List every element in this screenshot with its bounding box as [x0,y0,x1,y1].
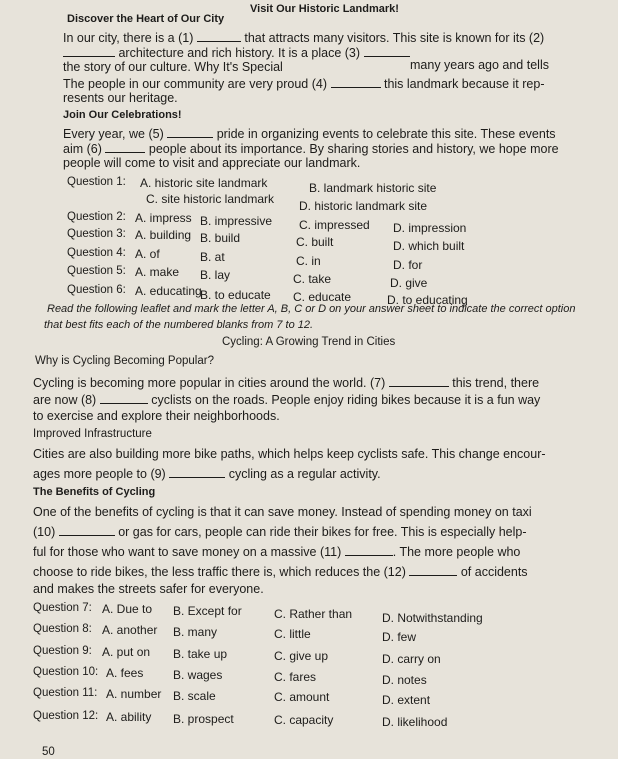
option-d: D. notes [382,673,427,687]
option-c: C. amount [274,690,330,704]
passage2-line: (10) or gas for cars, people can ride their bikes for free. This is especially help- [33,525,527,539]
option-d: D. give [390,276,428,290]
passage2-line: and makes the streets safer for everyone. [33,582,264,596]
option-a: A. ability [106,710,152,724]
question-label: Question 4: [67,247,126,259]
passage2-line: Cities are also building more bike paths, which helps keep cyclists safe. This change encour- [33,447,546,461]
question-label: Question 1: [67,176,126,188]
option-c: C. in [296,254,321,268]
passage1-heading-celebrations: Join Our Celebrations! [63,109,182,121]
option-d: D. few [382,630,417,644]
passage2-line: ful for those who want to save money on a massive (11) . The more people who [33,545,521,559]
question-label: Question 5: [67,265,126,277]
option-c: C. site historic landmark [146,192,275,206]
passage1-line: many years ago and tells [410,58,549,72]
question-label: Question 8: [33,623,92,635]
option-b: B. scale [173,689,216,703]
option-b: B. take up [173,647,228,661]
option-c: C. impressed [299,218,370,232]
option-b: B. to educate [200,288,271,302]
option-a: A. another [102,623,158,637]
option-c: C. built [296,235,334,249]
option-a: A. educating [135,284,202,298]
option-b: B. Except for [173,604,242,618]
passage2-line: are now (8) cyclists on the roads. People enjoy riding bikes because it is a fun way [33,393,541,407]
option-d: D. to educating [387,293,468,307]
question-label: Question 9: [33,645,92,657]
passage1-line: The people in our community are very proud (4) this landmark because it rep- [63,77,545,91]
option-c: C. take [293,272,332,286]
question-label: Question 10: [33,666,99,678]
question-label: Question 12: [33,710,99,722]
question-label: Question 3: [67,228,126,240]
option-d: D. extent [382,693,431,707]
passage2-line: ages more people to (9) cycling as a regular activity. [33,467,381,481]
passage1-line: the story of our culture. Why It's Special [63,60,283,74]
option-a: A. fees [106,666,144,680]
question-label: Question 2: [67,211,126,223]
question-label: Question 11: [33,687,98,699]
option-c: C. little [274,627,311,641]
passage2-title: Cycling: A Growing Trend in Cities [222,336,396,348]
option-d: D. Notwithstanding [382,611,483,625]
passage2-heading-infrastructure: Improved Infrastructure [33,428,152,440]
passage2-line: to exercise and explore their neighborhoods. [33,409,280,423]
option-b: B. at [200,250,225,264]
passage2-line: One of the benefits of cycling is that it can save money. Instead of spending money on taxi [33,505,532,519]
passage1-line: resents our heritage. [63,91,178,105]
option-c: C. educate [293,290,352,304]
option-d: D. impression [393,221,467,235]
option-a: A. impress [135,211,192,225]
option-c: C. give up [274,649,329,663]
passage1-line: In our city, there is a (1) that attracts many visitors. This site is known for its (2) [63,31,545,45]
passage2-line: choose to ride bikes, the less traffic there is, which reduces the (12) of accidents [33,565,528,579]
option-d: D. carry on [382,652,441,666]
passage2-heading-popular: Why is Cycling Becoming Popular? [35,355,214,367]
option-b: B. landmark historic site [309,181,437,195]
option-a: A. building [135,228,192,242]
option-c: C. fares [274,670,317,684]
question-label: Question 6: [67,284,126,296]
option-d: D. historic landmark site [299,199,428,213]
option-b: B. lay [200,268,231,282]
page-number: 50 [42,746,55,758]
option-a: A. Due to [102,602,153,616]
option-d: D. which built [393,239,465,253]
instructions-line: that best fits each of the numbered blanks from 7 to 12. [44,319,314,331]
passage2-line: Cycling is becoming more popular in cities around the world. (7) this trend, there [33,376,540,390]
passage1-line: aim (6) people about its importance. By sharing stories and history, we hope more [63,142,559,156]
option-a: A. put on [102,645,151,659]
option-c: C. Rather than [274,607,353,621]
passage1-line: architecture and rich history. It is a place (3) [63,46,410,60]
option-c: C. capacity [274,713,334,727]
option-b: B. prospect [173,712,234,726]
passage1-line: Every year, we (5) pride in organizing events to celebrate this site. These events [63,127,556,141]
option-d: D. likelihood [382,715,448,729]
option-b: B. many [173,625,218,639]
option-b: B. impressive [200,214,273,228]
option-a: A. number [106,687,162,701]
option-b: B. wages [173,668,223,682]
passage1-title: Visit Our Historic Landmark! [250,3,399,15]
option-a: A. of [135,247,160,261]
passage1-heading-discover: Discover the Heart of Our City [67,13,225,25]
passage1-line: people will come to visit and appreciate our landmark. [63,156,361,170]
question-label: Question 7: [33,602,92,614]
passage2-heading-benefits: The Benefits of Cycling [33,486,156,498]
option-d: D. for [393,258,423,272]
instructions-line: Read the following leaflet and mark the letter A, B, C or D on your answer sheet to indicate the correct option [47,303,576,315]
option-a: A. make [135,265,180,279]
option-b: B. build [200,231,241,245]
option-a: A. historic site landmark [140,176,268,190]
